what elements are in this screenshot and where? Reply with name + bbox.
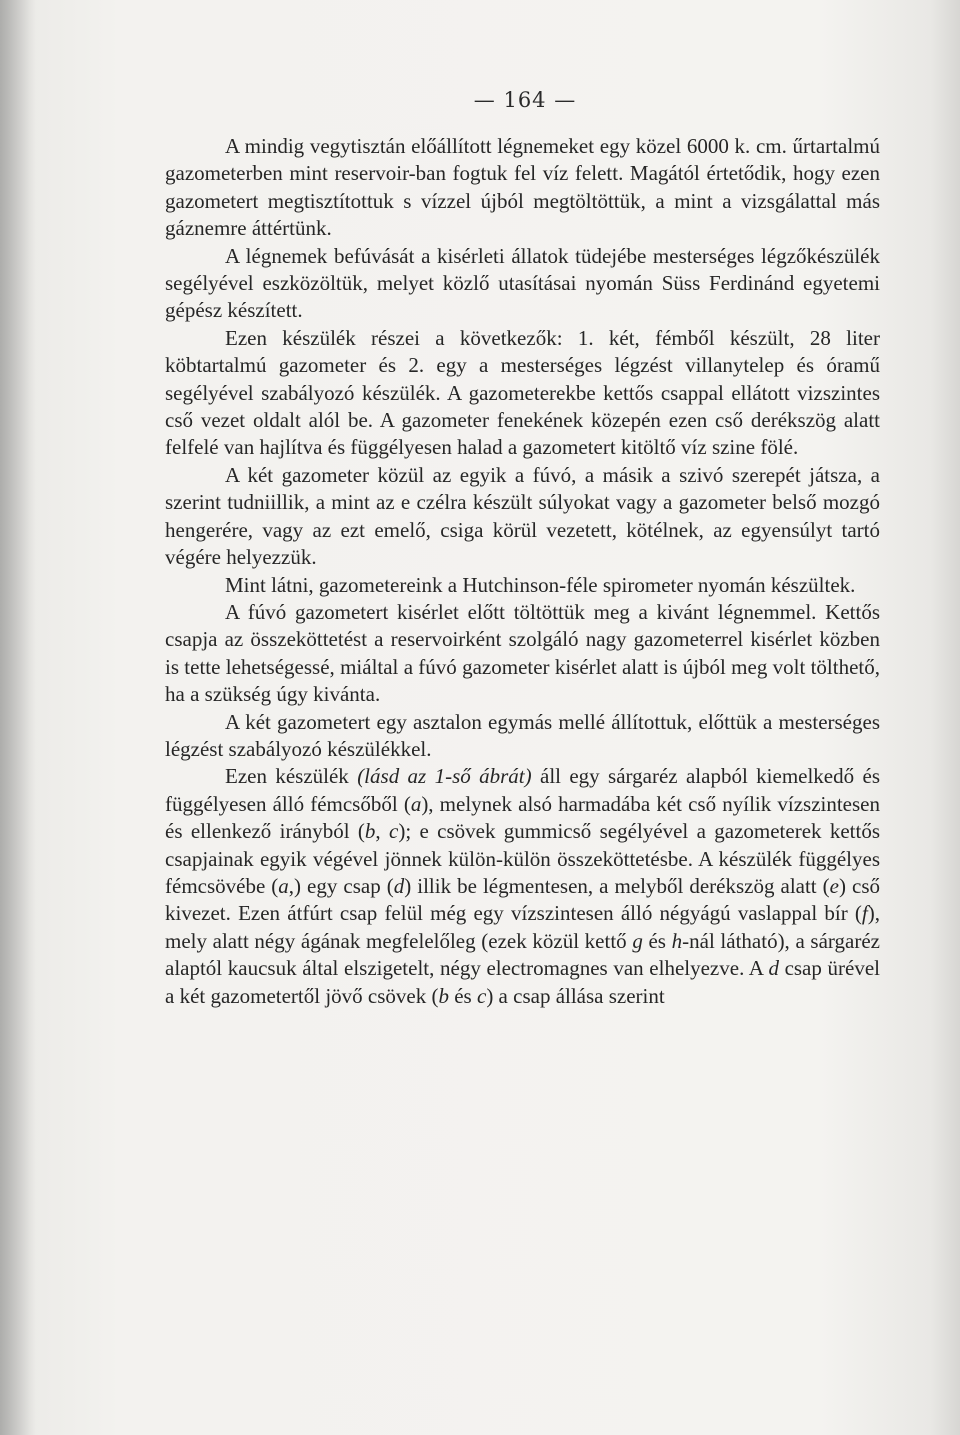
body-text (165, 133, 880, 1010)
paragraph-4: A két gazometer közül az egyik a fúvó, a másik a szivó szerepét játsza, a szerint tudniillik, a mint az e czélra készült súlyokat vagy a gazometer belső mozgó hengerére, vagy az ezt emelő, csiga körül vezetett, kötélnek, az egyensúlyt tartó végére helyezzük. (165, 462, 880, 570)
text-run: áll egy sárgaréz alapból kiemelkedő és függélyesen álló fémcsőből ( (165, 764, 880, 816)
label-d: d (393, 873, 405, 898)
label-b: b (364, 819, 376, 844)
text-run: Ezen készülék (225, 764, 358, 789)
paragraph-8 (165, 763, 880, 1010)
paragraph-6: A fúvó gazometert kisérlet előtt töltöttük meg a kivánt légnemmel. Kettős csapja az összeköttetést a reservoirként szolgáló nagy gazometerrel kisérlet közben is tette lehetségessé, miáltal a fúvó gazometer kisérlet alatt is újból meg volt tölthető, ha a szükség úgy kivánta. (165, 599, 880, 707)
text-run: -nál látható), a sárgaréz alaptól kaucsuk által elszigetelt, négy electromagnes van elhelyezve. A (165, 928, 880, 981)
label-b: b (438, 983, 449, 1008)
figure-reference: (lásd az 1-ső ábrát) (357, 764, 532, 789)
text-run: ), mely alatt négy ágának megfelelőleg (ezek közül kettő (165, 901, 880, 953)
text-run: ,) egy csap ( (288, 873, 394, 898)
label-e: e (829, 873, 839, 898)
page-number: — 164 — (473, 88, 577, 112)
text-run: ) a csap állása szerint (486, 983, 665, 1008)
label-a: a (278, 873, 289, 898)
label-a: a (410, 791, 422, 816)
label-c: c (389, 819, 399, 844)
text-run: ) cső kivezet. Ezen átfúrt csap felül még egy vízszintesen álló négyágú vaslappal bír ( (165, 873, 880, 926)
paragraph-2: A légnemek befúvását a kisérleti állatok tüdejébe mesterséges légzőkészülék segélyével eszközöltük, melyet közlő utasításai nyomán Süss Ferdinánd egyetemi gépész készített. (165, 243, 880, 323)
label-f: f (861, 901, 868, 926)
paragraph-1: A mindig vegytisztán előállított légnemeket egy közel 6000 k. cm. űrtartalmú gazometerben mint reservoir-ban fogtuk fel víz felett. Magától értetődik, hogy ezen gazometert megtisztítottuk s vízzel újból megtöltöttük, a mint a vizsgálattal más gáznemre áttértünk. (165, 134, 880, 241)
text-run: és (448, 983, 477, 1008)
text-run: ), melynek alsó harmadába két cső nyílik vízszintesen és ellenkező irányból ( (165, 791, 880, 844)
paragraph-7: A két gazometert egy asztalon egymás mellé állítottuk, előttük a mesterséges légzést szabályozó készülékkel. (165, 709, 880, 761)
text-run: , (375, 819, 390, 844)
paragraph-3: Ezen készülék részei a következők: 1. két, fémből készült, 28 liter köbtartalmú gazometer és 2. egy a mesterséges légzést villanytelep és óramű segélyével szabályozó készülék. A gazometerekbe kettős csappal ellátott vizszintes cső vezet oldalt alól be. A gazometer fenekének közepén ezen cső derékszög alatt felfelé van hajlítva és függélyesen halad a gazometert kitöltő víz szine fölé. (165, 325, 880, 460)
text-run: ); e csövek gummicső segélyével a gazometerek kettős csapjainak egyik végével jönnek külön-külön összeköttetésbe. A készülék függélyes fémcsövébe ( (165, 819, 881, 898)
text-run: ) illik be légmentesen, a melyből derékszög alatt ( (404, 873, 830, 898)
label-d: d (768, 956, 779, 981)
text-run: csap ürével a két gazometertől jövő csövek ( (165, 956, 880, 1008)
text-run: és (642, 928, 672, 953)
label-h: h (671, 928, 683, 953)
binding-shadow (0, 0, 36, 1435)
label-c: c (476, 983, 487, 1008)
paragraph-5: Mint látni, gazometereink a Hutchinson-féle spirometer nyomán készültek. (225, 572, 856, 597)
label-g: g (632, 928, 643, 953)
